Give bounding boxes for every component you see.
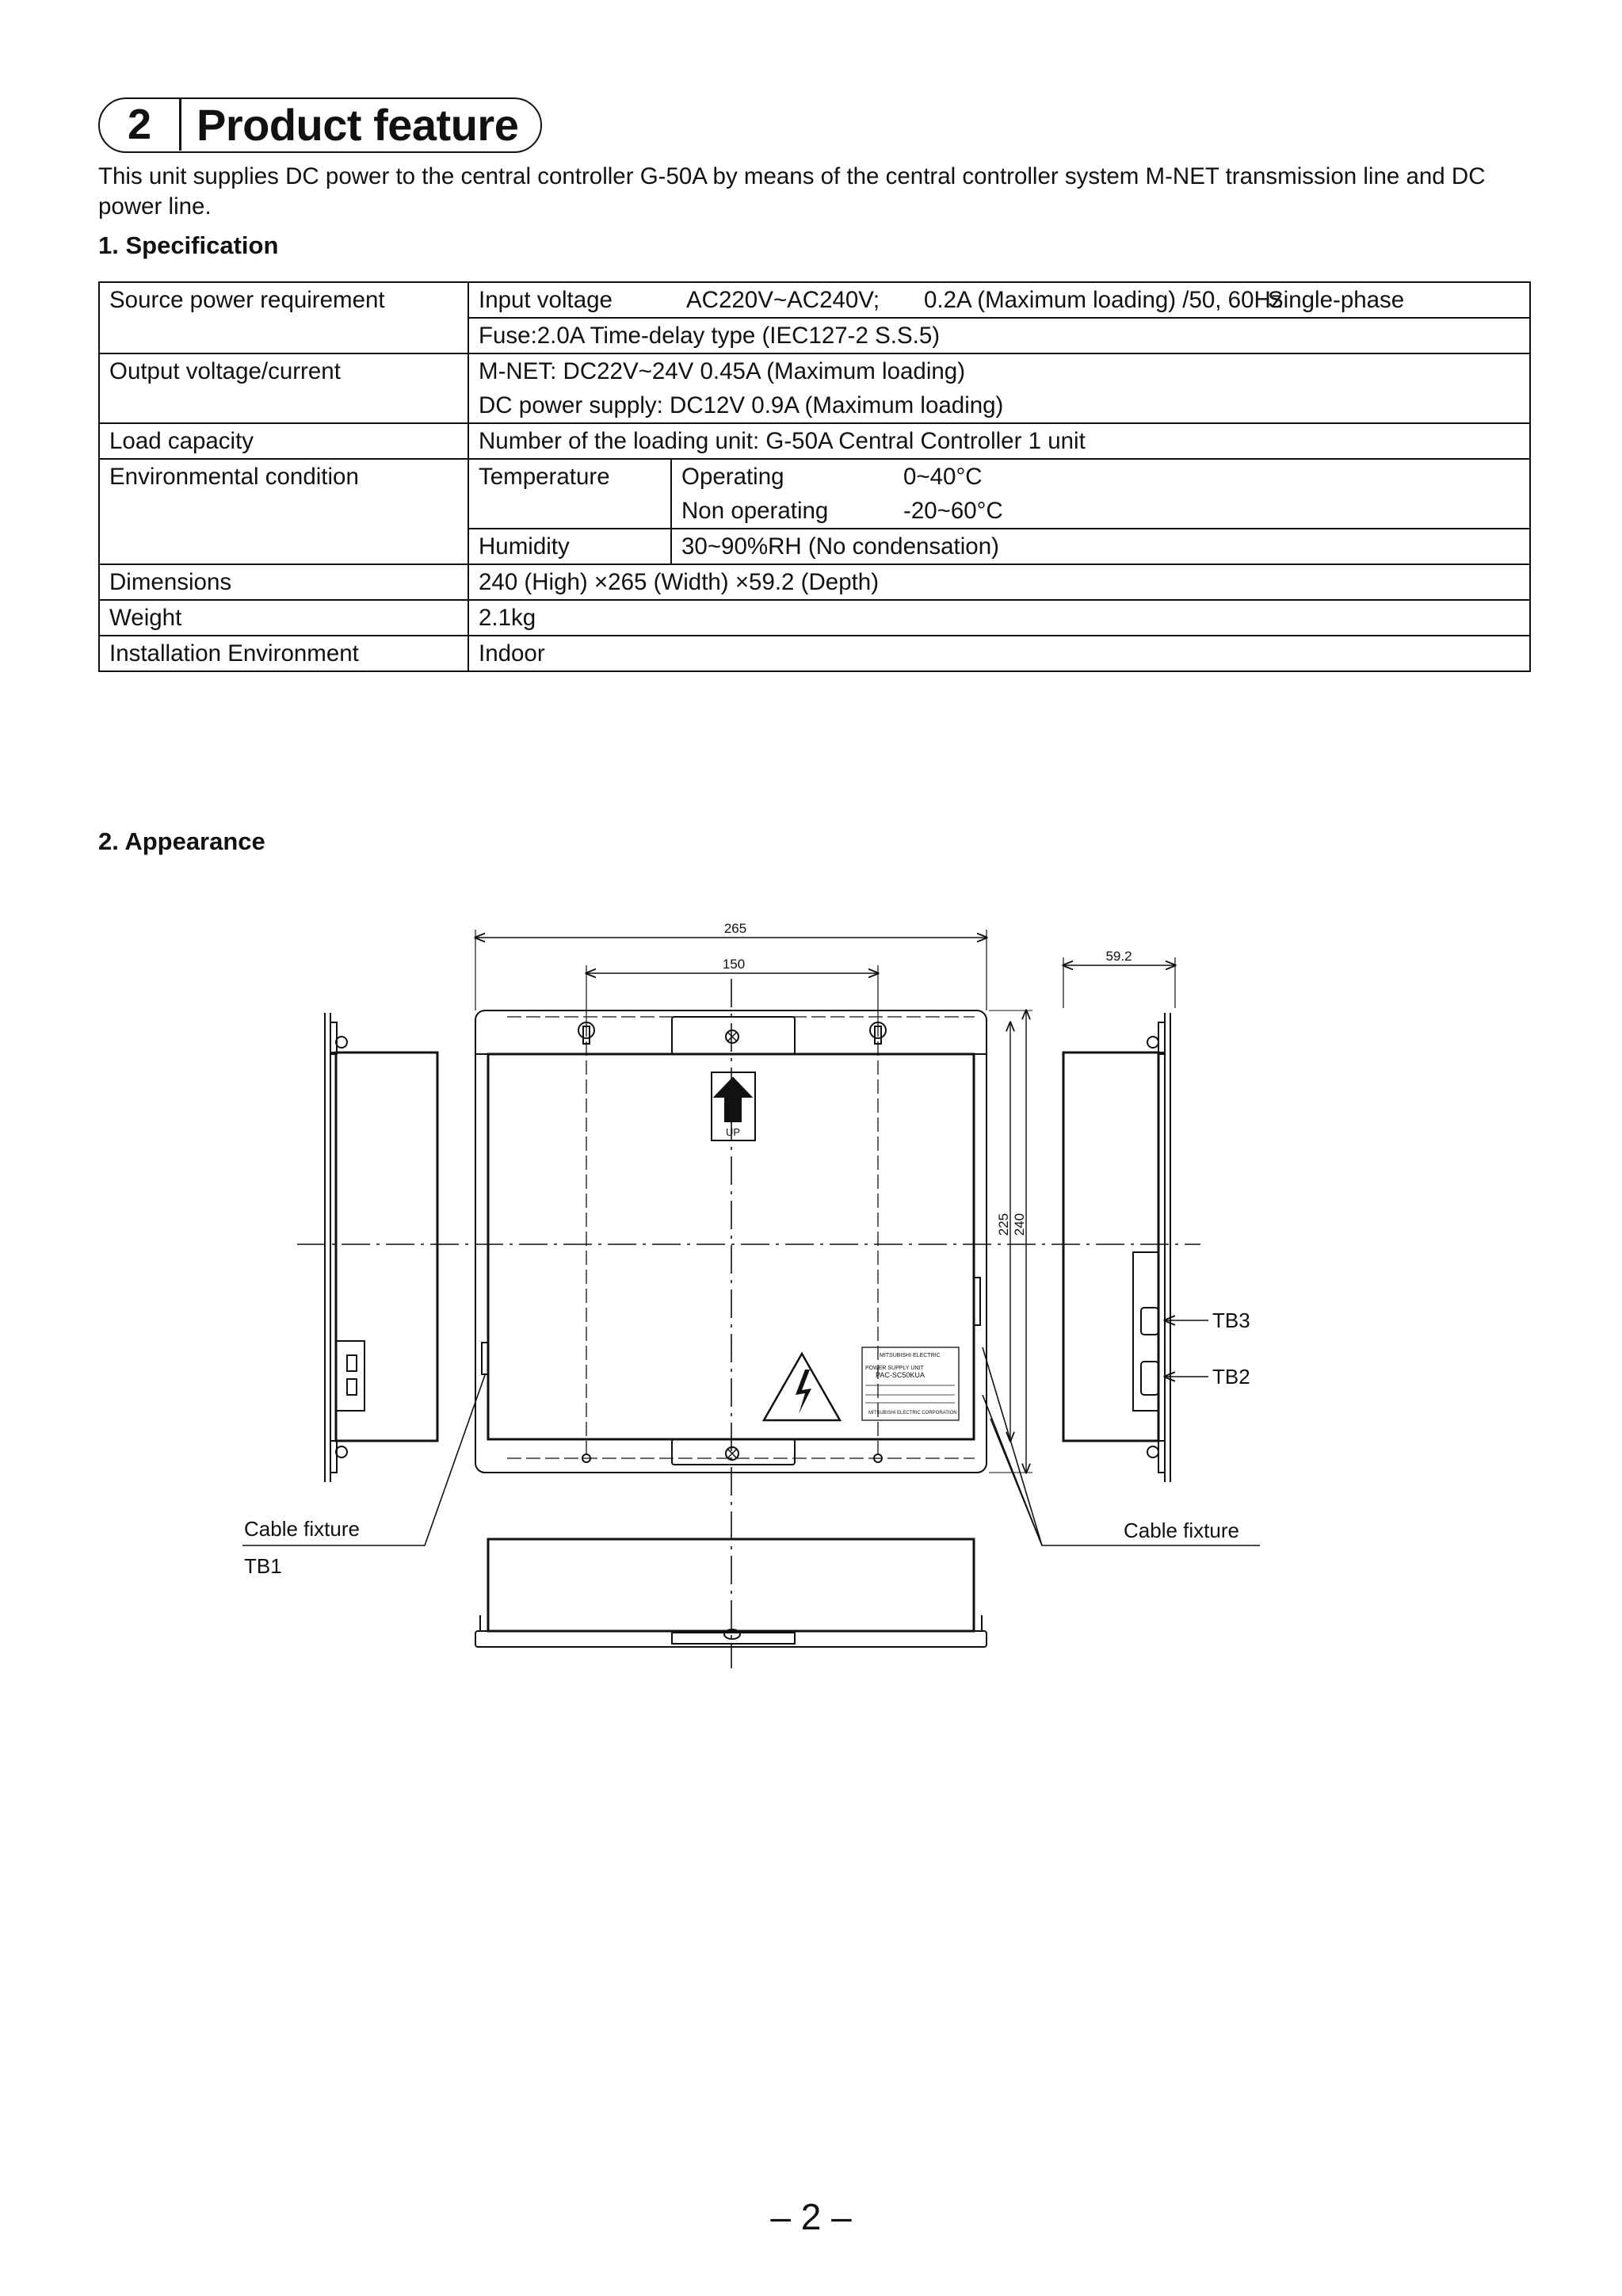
dim-width-label: 265 bbox=[723, 921, 747, 936]
weight-label: Weight bbox=[99, 600, 468, 636]
specification-heading: 1. Specification bbox=[98, 231, 279, 259]
load-value: Number of the loading unit: G-50A Central Controller 1 unit bbox=[468, 423, 1530, 459]
cable-fixture-right-label: Cable fixture bbox=[1124, 1519, 1239, 1542]
leader-lines bbox=[242, 1320, 1260, 1545]
input-current-value: 0.2A (Maximum loading) /50, 60Hz bbox=[924, 287, 1283, 313]
nameplate-brand: MITSUBISHI ELECTRIC bbox=[880, 1353, 941, 1358]
input-voltage-value: AC220V~AC240V; bbox=[686, 287, 880, 313]
intro-paragraph: This unit supplies DC power to the central controller G-50A by means of the central controller system M-NET transmission line and DC power line. bbox=[98, 163, 1486, 220]
dim-depth-label: 59.2 bbox=[1105, 949, 1132, 964]
section-title: Product feature bbox=[197, 100, 519, 150]
dim-hole-spacing-label: 150 bbox=[722, 957, 746, 972]
right-side-view bbox=[1063, 1013, 1170, 1482]
tb1-label: TB1 bbox=[244, 1554, 282, 1578]
centre-lines bbox=[297, 979, 1200, 1668]
dim-height-inner-label: 225 bbox=[996, 1213, 1011, 1236]
output-label: Output voltage/current bbox=[99, 353, 468, 388]
humidity-value: 30~90%RH (No condensation) bbox=[671, 529, 1530, 564]
fuse-value: Fuse:2.0A Time-delay type (IEC127-2 S.S.5) bbox=[468, 318, 1530, 353]
output-mnet-value: M-NET: DC22V~24V 0.45A (Maximum loading) bbox=[468, 353, 1530, 388]
cable-fixture-left-label: Cable fixture bbox=[244, 1517, 360, 1541]
load-label: Load capacity bbox=[99, 423, 468, 459]
dim-height-outer-label: 240 bbox=[1012, 1213, 1027, 1236]
source-power-label: Source power requirement bbox=[99, 282, 468, 353]
dimensions-value: 240 (High) ×265 (Width) ×59.2 (Depth) bbox=[468, 564, 1530, 600]
tb2-label: TB2 bbox=[1212, 1365, 1250, 1389]
operating-value: 0~40°C bbox=[903, 464, 983, 490]
tb3-label: TB3 bbox=[1212, 1308, 1250, 1332]
up-arrow-icon bbox=[712, 1072, 755, 1140]
humidity-label: Humidity bbox=[468, 529, 671, 564]
installation-value: Indoor bbox=[468, 636, 1530, 671]
non-operating-label: Non operating bbox=[681, 498, 829, 524]
phase-value: Single-phase bbox=[1268, 287, 1405, 313]
section-number: 2 bbox=[127, 101, 152, 148]
page-number: – 2 – bbox=[770, 2196, 852, 2237]
appearance-heading: 2. Appearance bbox=[98, 827, 265, 855]
height-dimensions bbox=[989, 1010, 1032, 1473]
nameplate bbox=[862, 1347, 959, 1420]
nameplate-title: POWER SUPPLY UNIT bbox=[865, 1366, 924, 1371]
nameplate-model: PAC-SC50KUA bbox=[876, 1371, 925, 1379]
environment-label: Environmental condition bbox=[99, 459, 468, 564]
left-side-view bbox=[325, 1013, 437, 1482]
output-dc-value: DC power supply: DC12V 0.9A (Maximum loading) bbox=[468, 388, 1530, 423]
hole-spacing-dimension bbox=[586, 957, 878, 1022]
operating-label: Operating bbox=[681, 464, 784, 490]
dimensions-label: Dimensions bbox=[99, 564, 468, 600]
temperature-label: Temperature bbox=[468, 459, 671, 529]
installation-label: Installation Environment bbox=[99, 636, 468, 671]
weight-value: 2.1kg bbox=[468, 600, 1530, 636]
depth-dimension bbox=[1063, 949, 1175, 1008]
nameplate-corp: MITSUBISHI ELECTRIC CORPORATION bbox=[868, 1411, 957, 1415]
input-voltage-label: Input voltage bbox=[479, 287, 613, 313]
warning-icon bbox=[764, 1354, 840, 1420]
up-label: UP bbox=[725, 1126, 741, 1138]
callout-labels bbox=[244, 1308, 1250, 1578]
non-operating-value: -20~60°C bbox=[903, 498, 1003, 524]
